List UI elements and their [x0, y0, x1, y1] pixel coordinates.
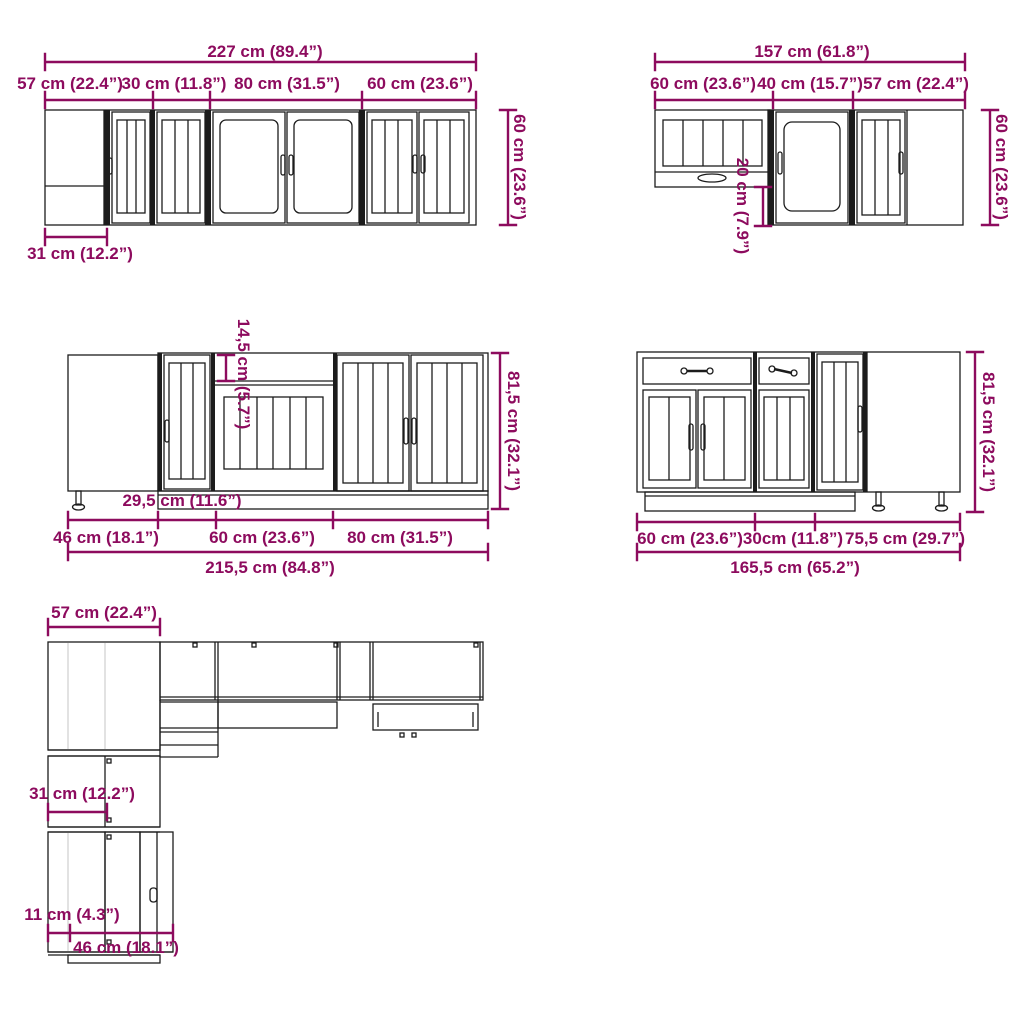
base-row-a-cabinets — [68, 353, 488, 510]
segment-dim-line — [637, 514, 960, 530]
height-label: 81,5 cm (32.1”) — [504, 370, 523, 492]
bottom-width-label: 46 cm (18.1”) — [73, 938, 179, 957]
wall-row-b-cabinets — [655, 110, 963, 225]
inner-width-label: 31 cm (12.2”) — [29, 784, 135, 803]
segment-dim-line — [68, 512, 488, 528]
segment-label: 80 cm (31.5”) — [234, 74, 340, 93]
segment-label: 57 cm (22.4”) — [17, 74, 123, 93]
segment-label: 57 cm (22.4”) — [863, 74, 969, 93]
segment-label: 30 cm (11.8”) — [121, 74, 227, 93]
wall-row-b-diagram — [650, 42, 1011, 254]
wall-row-a-door-edges — [104, 110, 365, 225]
segment-dim-line — [655, 92, 965, 108]
counter-drop-dim-line — [218, 355, 234, 381]
base-row-b-cabinets — [637, 352, 960, 511]
inner-width-dim-line — [48, 804, 107, 820]
gap-height-label: 20 cm (7.9”) — [733, 157, 752, 255]
base-row-a-diagram — [53, 319, 523, 577]
segment-label: 60 cm (23.6”) — [637, 529, 743, 548]
total-width-label: 157 cm (61.8”) — [754, 42, 870, 61]
segment-dim-line — [45, 92, 476, 108]
height-label: 81,5 cm (32.1”) — [979, 371, 998, 493]
wall-row-a-diagram — [17, 42, 529, 263]
depth-label: 31 cm (12.2”) — [27, 244, 133, 263]
plan-view-diagram — [24, 603, 483, 963]
corner-unit-width-label: 29,5 cm (11.6”) — [122, 491, 242, 510]
segment-label: 46 cm (18.1”) — [53, 528, 159, 547]
height-label: 60 cm (23.6”) — [510, 114, 529, 220]
segment-label: 60 cm (23.6”) — [650, 74, 756, 93]
segment-label: 80 cm (31.5”) — [347, 528, 453, 547]
height-label: 60 cm (23.6”) — [992, 114, 1011, 220]
segment-label: 60 cm (23.6”) — [367, 74, 473, 93]
base-row-b-diagram — [637, 352, 998, 577]
base-row-b-door-edges — [753, 352, 867, 492]
segment-label: 30cm (11.8”) — [742, 529, 844, 548]
depth-dim-line — [45, 229, 107, 245]
side-depth-label: 11 cm (4.3”) — [24, 905, 120, 924]
segment-label: 75,5 cm (29.7”) — [844, 529, 966, 548]
top-width-label: 57 cm (22.4”) — [51, 603, 157, 622]
total-width-label: 165,5 cm (65.2”) — [730, 558, 860, 577]
total-width-label: 215,5 cm (84.8”) — [205, 558, 335, 577]
total-width-label: 227 cm (89.4”) — [207, 42, 323, 61]
segment-label: 60 cm (23.6”) — [209, 528, 315, 547]
segment-label: 40 cm (15.7”) — [757, 74, 863, 93]
counter-drop-label: 14,5 cm (5.7”) — [234, 318, 253, 430]
wall-row-b-door-edges — [768, 110, 855, 225]
